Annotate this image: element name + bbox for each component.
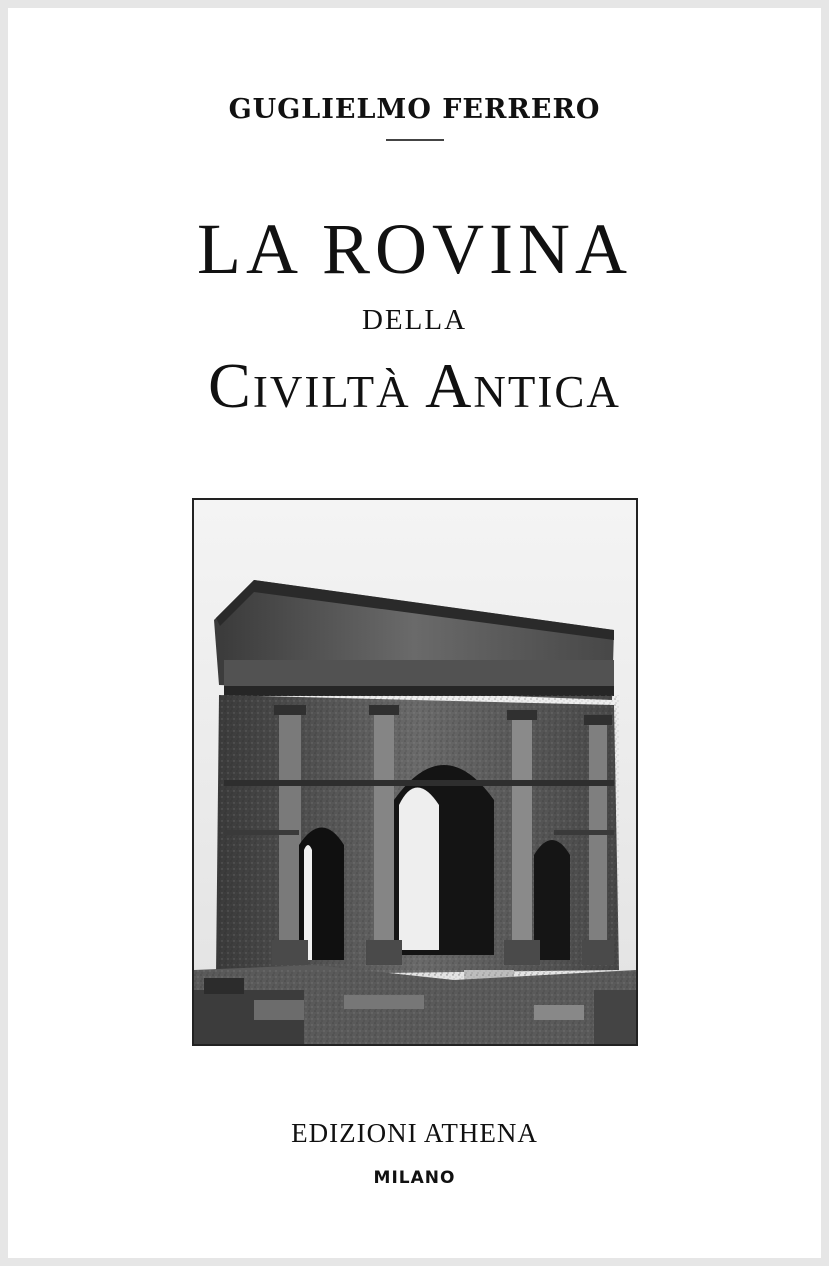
author-name: GUGLIELMO FERRERO xyxy=(228,94,601,125)
title-page xyxy=(8,8,821,1258)
publisher-city: MILANO xyxy=(373,1168,456,1188)
book-title-connector: DELLA xyxy=(361,304,468,336)
frontispiece-plate xyxy=(192,498,638,1046)
publisher-name: EDIZIONI ATHENA xyxy=(291,1118,538,1148)
triumphal-arch-icon xyxy=(194,500,636,1044)
book-title-subtitle: Civiltà Antica xyxy=(208,350,621,421)
book-title-main: LA ROVINA xyxy=(197,209,632,289)
divider-rule xyxy=(386,139,444,141)
